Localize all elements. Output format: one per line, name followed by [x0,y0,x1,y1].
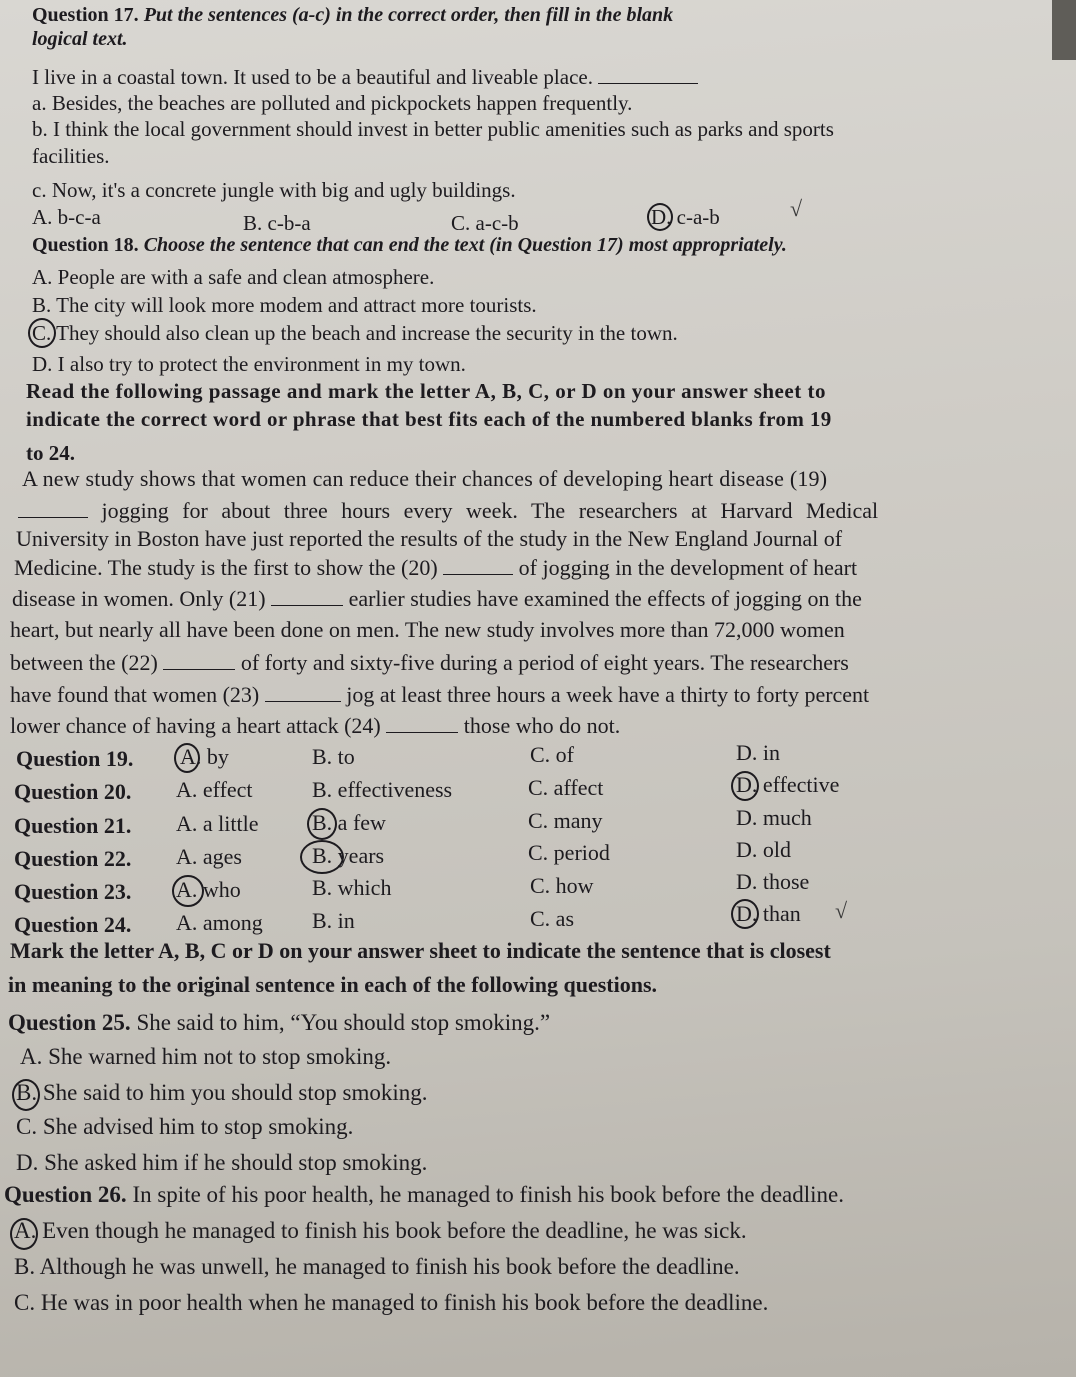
q26-label: Question 26. [4,1182,127,1207]
q17-label: Question 17. [32,4,139,26]
q17-instruction-cont: logical text. [32,28,128,50]
q17-sentence-b: b. I think the local government should invest in better public amenities such as parks and sports [32,117,834,141]
q25-option-c: C. She advised him to stop smoking. [16,1114,354,1139]
passage-line-8-text-b: jog at least three hours a week have a thirty to forty percent [346,682,870,707]
passage-line-3: University in Boston have just reported the results of the study in the New England Journal of [16,526,843,551]
answer-circle-q24 [731,899,759,929]
passage-line-7 [10,650,849,676]
mark-instruction-1: Mark the letter A, B, C or D on your answer sheet to indicate the sentence that is closest [10,938,831,963]
q17-option-d: D. c-a-b [651,205,720,229]
answer-circle-q19 [174,743,200,773]
passage-line-8-text-a: have found that women (23) [10,682,260,707]
q25-option-a: A. She warned him not to stop smoking. [20,1044,392,1069]
q25-label: Question 25. [8,1010,131,1035]
passage-line-9-text-a: lower chance of having a heart attack (24) [10,713,381,738]
answer-circle-q21 [307,808,337,840]
q26-option-c: C. He was in poor health when he managed to finish his book before the deadline. [14,1290,769,1315]
q20-option-b: B. effectiveness [312,777,453,802]
q17-stem [32,64,698,90]
q21-option-a: A. a little [176,811,259,836]
blank-24 [386,714,458,733]
q25-heading [8,1010,550,1036]
q17-blank [598,65,698,84]
q19-option-d: D. in [736,740,780,765]
blank-21 [271,587,343,606]
q26-option-a: A. Even though he managed to finish his book before the deadline, he was sick. [14,1218,747,1243]
q20-option-d: D. effective [736,772,840,797]
q17-stem-text: I live in a coastal town. It used to be a beautiful and liveable place. [32,65,593,89]
q24-option-c: C. as [530,906,574,931]
answer-circle-q20 [731,771,759,801]
q22-option-c: C. period [528,840,610,865]
q22-option-d: D. old [736,837,791,862]
q19-label: Question 19. [16,746,134,771]
blank-22 [163,651,235,670]
q19-option-b: B. to [312,744,355,769]
check-mark-icon: √ [835,898,848,923]
answer-circle-q18 [28,318,56,348]
q24-option-b: B. in [312,908,355,933]
q17-sentence-a: a. Besides, the beaches are polluted and pickpockets happen frequently. [32,91,633,115]
blank-19 [18,499,88,518]
q18-heading [32,232,787,258]
passage-line-7-text-a: between the (22) [10,650,158,675]
q23-option-d: D. those [736,869,810,894]
reading-instruction-1: Read the following passage and mark the letter A, B, C, or D on your answer sheet to [26,379,826,403]
q18-option-d: D. I also try to protect the environment in my town. [32,352,466,376]
q22-label: Question 22. [14,846,132,871]
q22-option-b: B. years [312,843,385,868]
passage-line-9-text-b: those who do not. [463,713,621,738]
q21-option-b: B. a few [312,810,386,835]
passage-line-5-text-b: earlier studies have examined the effects of jogging on the [348,586,862,611]
reading-instruction-2: indicate the correct word or phrase that best fits each of the numbered blanks from 19 [26,407,832,431]
mark-instruction-2: in meaning to the original sentence in each of the following questions. [8,972,658,997]
q18-option-b: B. The city will look more modem and attract more tourists. [32,293,537,317]
passage-line-6: heart, but nearly all have been done on men. The new study involves more than 72,000 women [10,617,845,642]
passage-line-9 [10,713,620,739]
q23-option-a: A. who [176,877,241,902]
check-mark-icon: √ [790,196,803,221]
q17-heading [32,2,673,28]
q24-option-d: D. than [736,901,801,926]
q21-option-d: D. much [736,805,812,830]
passage-line-2-text: jogging for about three hours every week. The researchers at Harvard Medical [101,498,879,523]
blank-20 [443,556,513,575]
q24-label: Question 24. [14,912,132,937]
passage-line-1: A new study shows that women can reduce their chances of developing heart disease (19) [22,466,828,491]
passage-line-4 [14,555,857,581]
blank-23 [265,683,341,702]
passage-line-5 [12,586,862,612]
q23-label: Question 23. [14,879,132,904]
q22-option-a: A. ages [176,844,242,869]
q17-option-b: B. c-b-a [243,211,311,235]
q20-option-a: A. effect [176,777,253,802]
q23-option-b: B. which [312,875,392,900]
q17-instruction: Put the sentences (a-c) in the correct order, then fill in the blank [143,4,674,26]
q20-label: Question 20. [14,779,132,804]
q19-option-a: A. by [180,744,229,769]
q24-option-a: A. among [176,910,263,935]
q18-label: Question 18. [32,234,139,256]
q18-instruction: Choose the sentence that can end the text (in Question 17) most appropriately. [143,234,787,256]
q17-option-a: A. b-c-a [32,205,101,229]
passage-line-5-text-a: disease in women. Only (21) [12,586,266,611]
q25-stem: She said to him, “You should stop smoking.” [136,1010,551,1035]
q25-option-d: D. She asked him if he should stop smoking. [16,1150,428,1175]
q25-option-b: B. She said to him you should stop smoking. [16,1080,428,1105]
q21-label: Question 21. [14,813,132,838]
q19-option-c: C. of [530,742,574,767]
answer-circle-q22 [300,840,344,874]
q20-option-c: C. affect [528,775,604,800]
q18-option-a: A. People are with a safe and clean atmosphere. [32,265,435,289]
page-edge-shadow [1052,0,1076,60]
q17-sentence-c: c. Now, it's a concrete jungle with big and ugly buildings. [32,178,516,202]
q23-option-c: C. how [530,873,594,898]
answer-circle-q25 [12,1079,40,1111]
answer-circle-q17 [647,203,673,231]
answer-circle-q23 [172,875,204,907]
q21-option-c: C. many [528,808,603,833]
passage-line-4-text-b: of jogging in the development of heart [518,555,858,580]
q17-sentence-b-cont: facilities. [32,144,110,168]
passage-line-8 [10,682,869,708]
passage-line-7-text-b: of forty and sixty-five during a period of eight years. The researchers [240,650,849,675]
q26-stem: In spite of his poor health, he managed to finish his book before the deadline. [132,1182,844,1207]
passage-line-4-text-a: Medicine. The study is the first to show the (20) [14,555,438,580]
reading-instruction-3: to 24. [26,441,75,465]
passage-line-2 [18,498,878,524]
q26-heading [4,1182,844,1208]
q18-option-c: C. They should also clean up the beach and increase the security in the town. [32,321,678,345]
q26-option-b: B. Although he was unwell, he managed to finish his book before the deadline. [14,1254,740,1279]
answer-circle-q26 [10,1218,38,1250]
q17-option-c: C. a-c-b [451,211,519,235]
